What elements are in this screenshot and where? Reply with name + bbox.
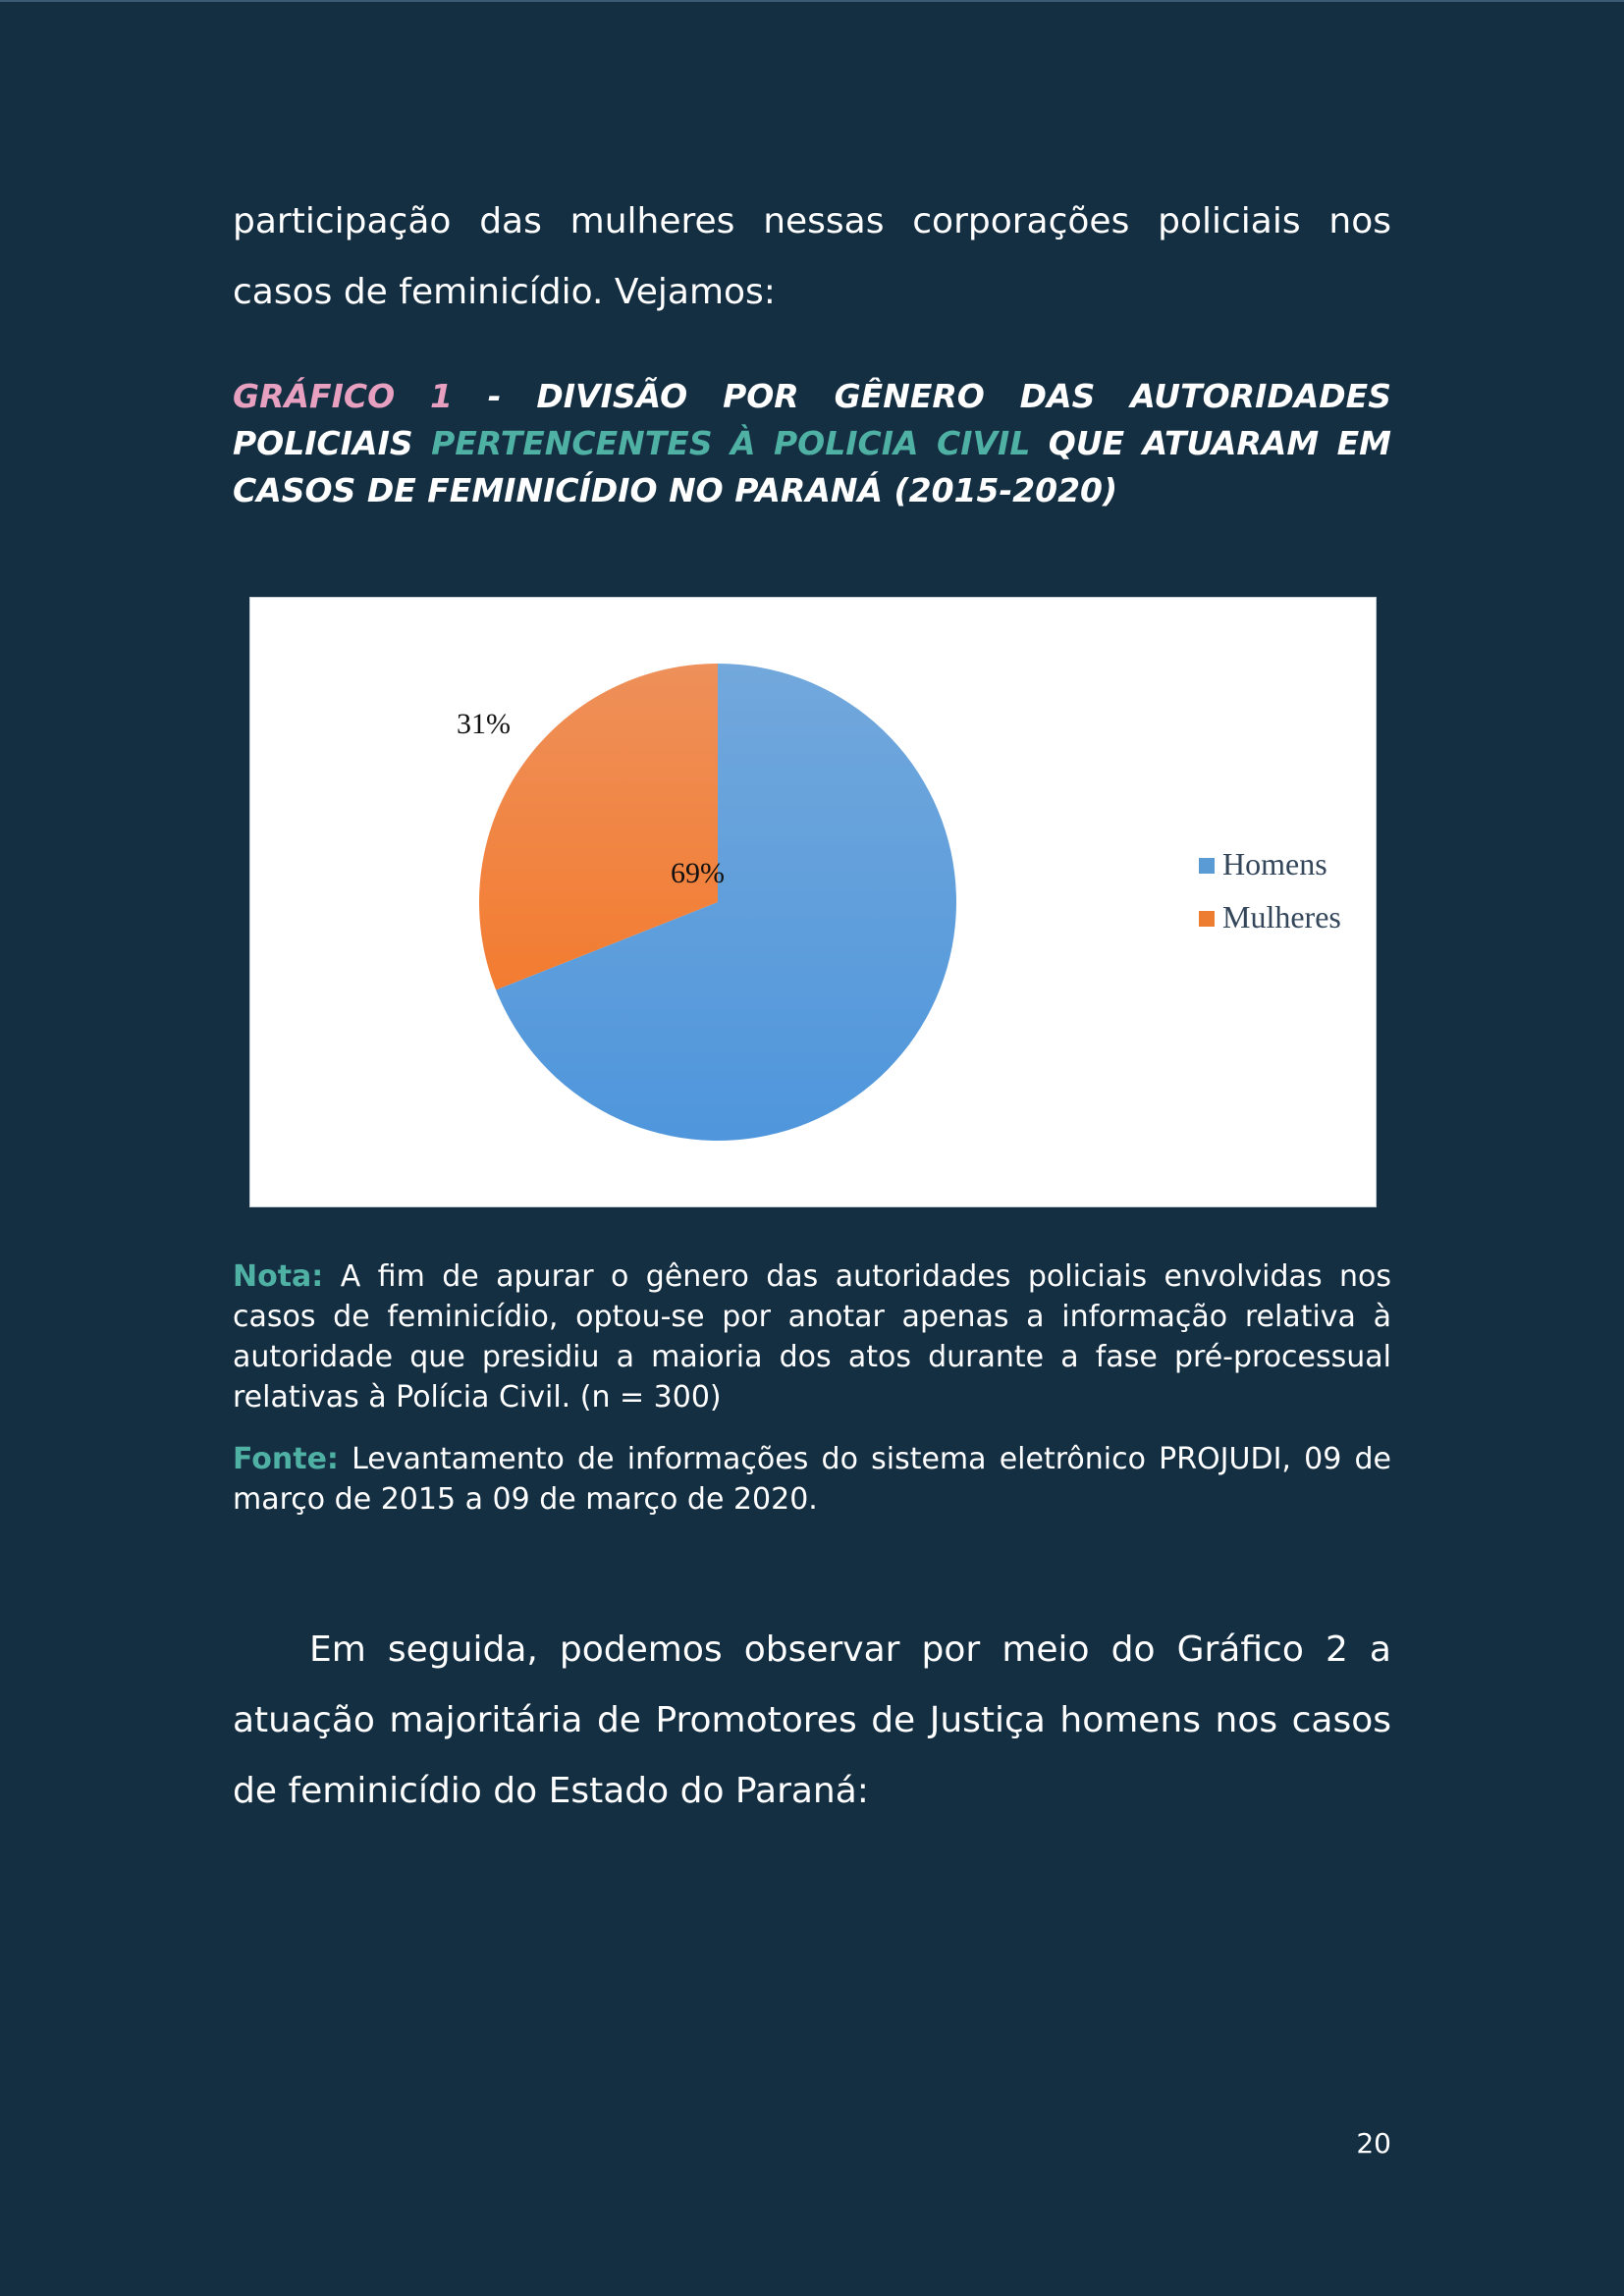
chart-number: GRÁFICO 1 bbox=[233, 377, 453, 415]
pie-label-mulheres: 31% bbox=[457, 708, 511, 740]
heading-part-1: DIVISÃO POR GÊNERO DAS AUTORIDADES POLICIAIS bbox=[233, 377, 1391, 462]
heading-part-2: QUE ATUARAM EM CASOS DE FEMINICÍDIO NO PARANÁ (2015-2020) bbox=[233, 424, 1391, 509]
pie-chart-svg bbox=[250, 598, 1376, 1206]
legend-swatch-homens bbox=[1199, 858, 1215, 874]
body-paragraph: Em seguida, podemos observar por meio do Gráfico 2 a atuação majoritária de Promotores de Justiça homens nos casos de feminicídio do Estado do Paraná: bbox=[233, 1629, 1391, 1811]
pie-label-homens: 69% bbox=[671, 857, 725, 889]
source-text: Levantamento de informações do sistema eletrônico PROJUDI, 09 de março de 2015 a 09 de março de 2020. bbox=[233, 1442, 1391, 1517]
source-paragraph bbox=[233, 1439, 1391, 1520]
legend-label-mulheres: Mulheres bbox=[1222, 899, 1341, 934]
intro-paragraph: participação das mulheres nessas corporações policiais nos casos de feminicídio. Vejamos: bbox=[233, 201, 1391, 312]
pie-chart bbox=[249, 597, 1377, 1207]
note-text: A fim de apurar o gênero das autoridades policiais envolvidas nos casos de feminicídio, optou-se por anotar apenas a informação relativa à autoridade que presidiu a maioria dos atos durante a fase pré-processual relativas à Polícia Civil. (n = 300) bbox=[233, 1259, 1391, 1415]
chart-notes bbox=[233, 1256, 1391, 1541]
source-label: Fonte: bbox=[233, 1442, 339, 1476]
page-content bbox=[233, 187, 1391, 514]
legend-swatch-mulheres bbox=[1199, 911, 1215, 927]
heading-separator: - bbox=[452, 377, 537, 415]
legend-label-homens: Homens bbox=[1222, 846, 1327, 881]
note-paragraph bbox=[233, 1256, 1391, 1417]
chart-heading bbox=[233, 373, 1391, 514]
heading-highlight: PERTENCENTES À POLICIA CIVIL bbox=[431, 424, 1031, 462]
note-label: Nota: bbox=[233, 1259, 324, 1294]
top-border bbox=[0, 0, 1624, 2]
page-number: 20 bbox=[1356, 2127, 1391, 2160]
